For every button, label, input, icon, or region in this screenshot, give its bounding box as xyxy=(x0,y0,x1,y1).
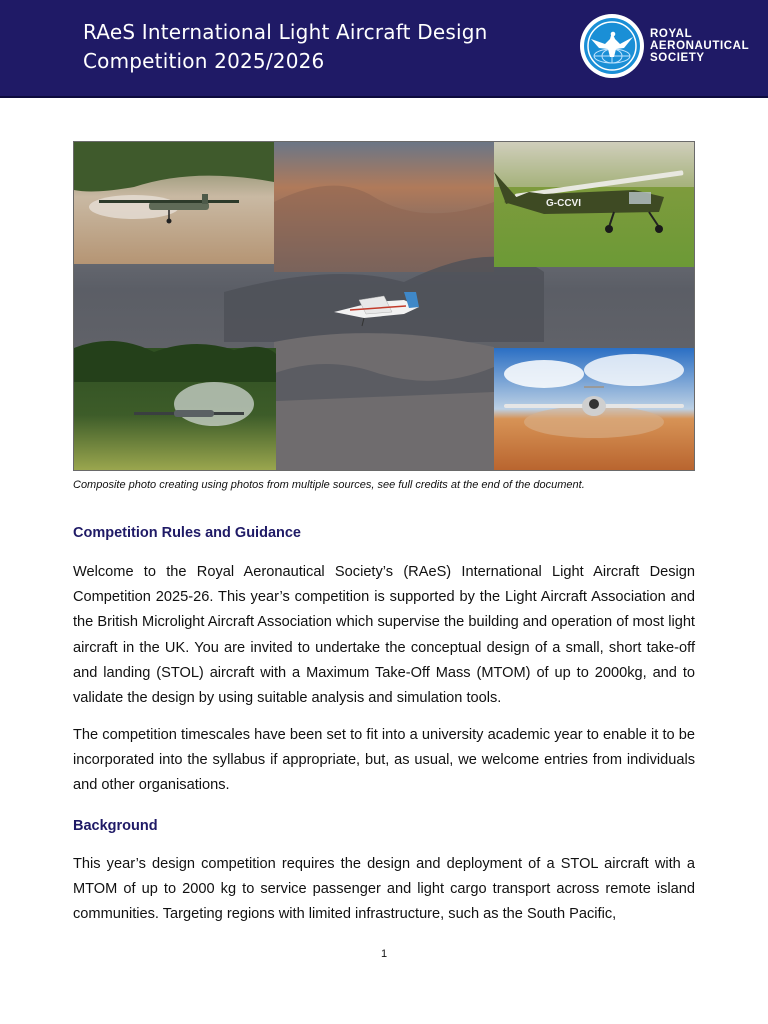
paragraph-welcome: Welcome to the Royal Aeronautical Society’s (RAeS) International Light Aircraft Design Competition 2025-26. This year’s competition is supported by the Light Aircraft Association and the British Microlight Aircraft Association which supervise the building and operation of most light aircraft in the UK. You are invited to undertake the conceptual design of a small, short take-off and landing (STOL) aircraft with a Maximum Take-Off Mass (MTOM) of up to 2000kg, and to validate the design by using suitable analysis and simulation tools. xyxy=(73,564,695,707)
document-header xyxy=(0,0,768,98)
raes-logo-wordmark xyxy=(650,28,749,64)
logo-text-line-1: ROYAL xyxy=(650,28,693,40)
figure-caption: Composite photo creating using photos from multiple sources, see full credits at the end of the document. xyxy=(73,479,585,491)
logo-text-line-2: AERONAUTICAL xyxy=(650,40,750,52)
logo-text-line-3: SOCIETY xyxy=(650,52,705,64)
composite-aircraft-photo xyxy=(73,141,695,471)
heading-background: Background xyxy=(73,818,158,834)
aircraft-registration: G-CCVI xyxy=(546,198,581,209)
title-line-1: RAeS International Light Aircraft Design xyxy=(83,20,488,44)
raes-logo xyxy=(580,14,644,78)
paragraph-background: This year’s design competition requires the design and deployment of a STOL aircraft with a MTOM of up to 2000 kg to service passenger and light cargo transport across remote island communities. Targeting regions with limited infrastructure, such as the South Pacific, xyxy=(73,856,695,923)
paragraph-timescales: The competition timescales have been set to fit into a university academic year to enable it to be incorporated into the syllabus if appropriate, but, as usual, we welcome entries from individuals and other organisations. xyxy=(73,727,695,794)
page-number: 1 xyxy=(380,948,388,960)
title-line-2: Competition 2025/2026 xyxy=(83,49,325,73)
raes-globe-eagle-icon xyxy=(583,17,641,75)
document-title xyxy=(83,18,487,76)
heading-competition-rules: Competition Rules and Guidance xyxy=(73,525,301,541)
